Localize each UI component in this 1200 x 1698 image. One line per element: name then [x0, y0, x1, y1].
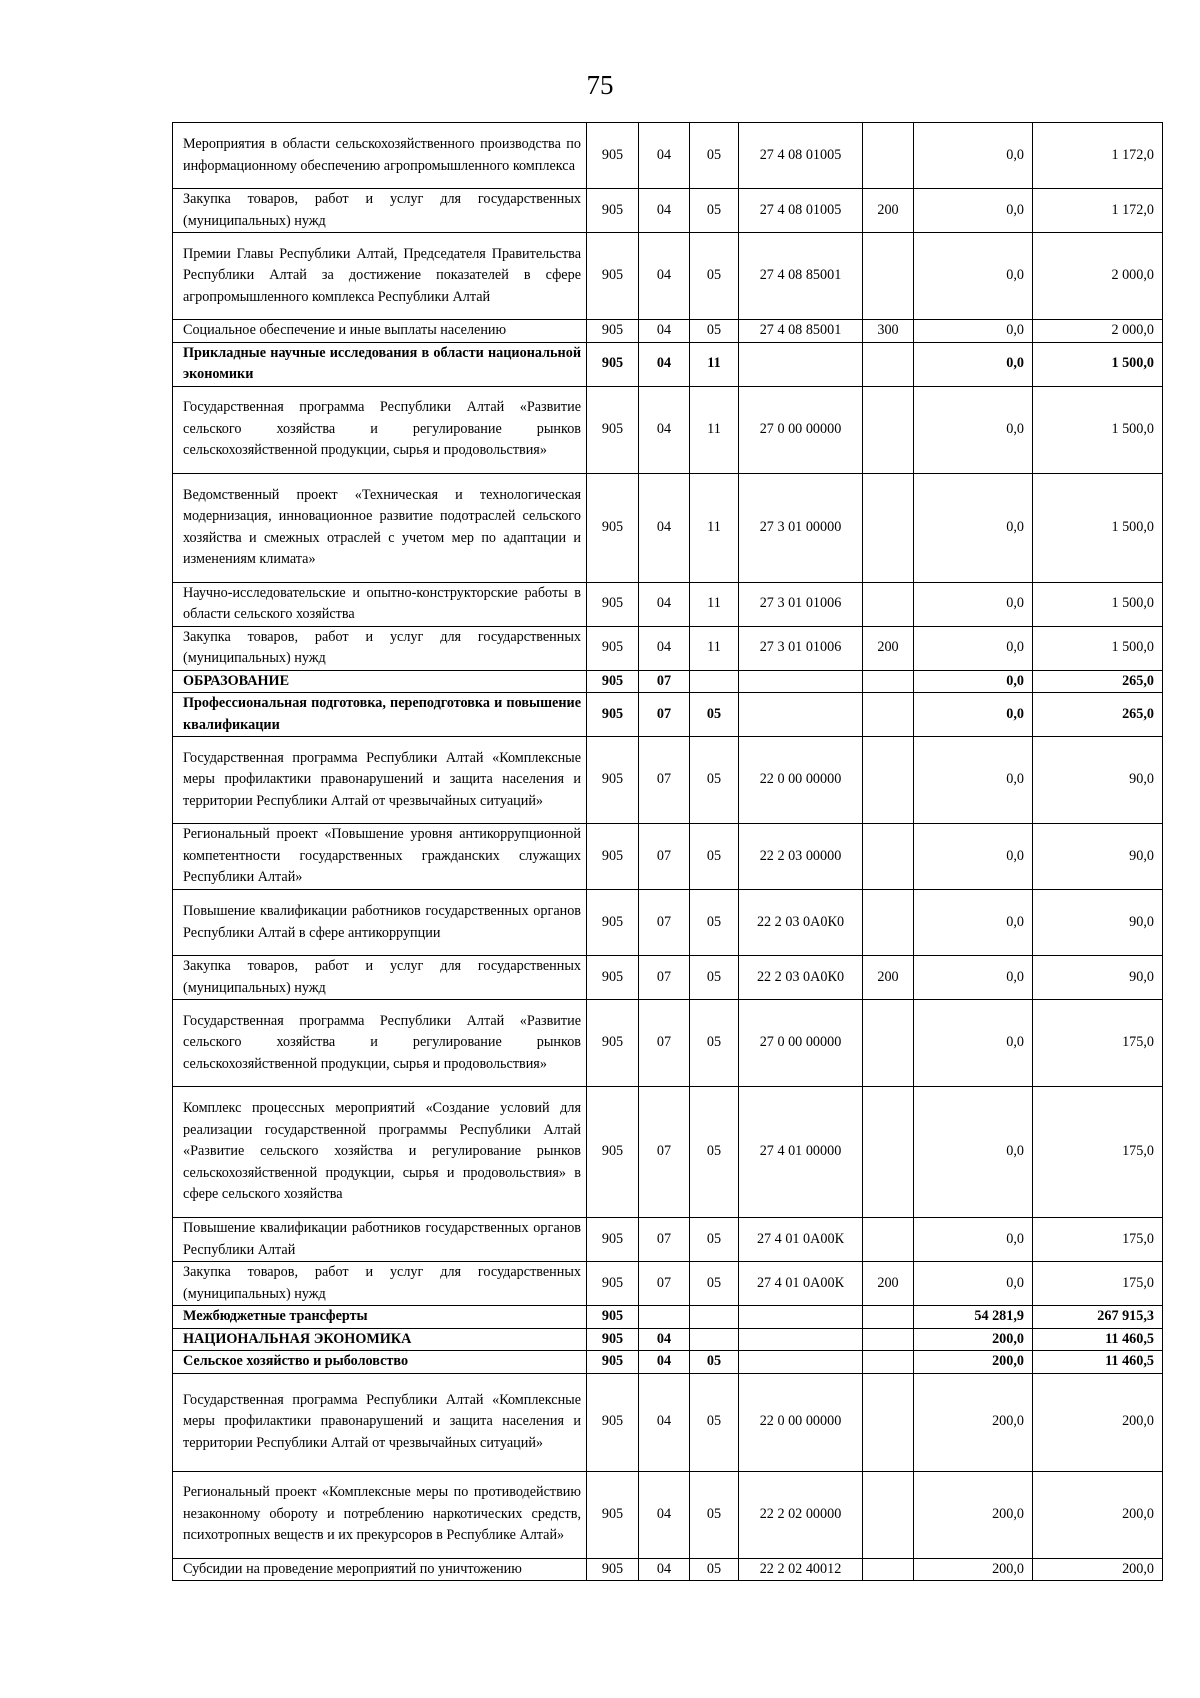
row-subsection-code: 05: [690, 1373, 739, 1471]
row-target-article: 22 2 03 00000: [739, 824, 863, 890]
row-subsection-code: 05: [690, 1218, 739, 1262]
row-expense-type: 200: [863, 626, 914, 670]
table-row: [173, 1351, 1163, 1374]
row-amount-1: 200,0: [914, 1558, 1033, 1581]
row-ministry-code: 905: [587, 670, 639, 693]
row-target-article: 22 0 00 00000: [739, 1373, 863, 1471]
row-subsection-code: 05: [690, 123, 739, 189]
row-amount-2: 11 460,5: [1033, 1328, 1163, 1351]
row-amount-2: 1 500,0: [1033, 473, 1163, 582]
table-row: [173, 342, 1163, 386]
row-subsection-code: 11: [690, 473, 739, 582]
row-section-code: 07: [639, 1000, 690, 1087]
row-amount-1: 200,0: [914, 1328, 1033, 1351]
row-amount-2: 1 500,0: [1033, 386, 1163, 473]
row-section-code: 04: [639, 473, 690, 582]
row-name: Ведомственный проект «Техническая и технологическая модернизация, инновационное развитие подотраслей сельского хозяйства и смежных отраслей с учетом мер по адаптации и изменениям климата»: [173, 473, 587, 582]
row-section-code: 07: [639, 956, 690, 1000]
row-name: Повышение квалификации работников государственных органов Республики Алтай в сфере антикоррупции: [173, 890, 587, 956]
row-name: Государственная программа Республики Алтай «Развитие сельского хозяйства и регулирование рынков сельскохозяйственной продукции, сырья и продовольствия»: [173, 386, 587, 473]
row-expense-type: [863, 582, 914, 626]
table-row: [173, 670, 1163, 693]
row-amount-2: 1 172,0: [1033, 189, 1163, 233]
row-section-code: 04: [639, 1373, 690, 1471]
row-expense-type: [863, 1558, 914, 1581]
row-name: Закупка товаров, работ и услуг для государственных (муниципальных) нужд: [173, 956, 587, 1000]
row-amount-2: 2 000,0: [1033, 320, 1163, 343]
row-target-article: [739, 1306, 863, 1329]
row-subsection-code: 11: [690, 626, 739, 670]
table-row: [173, 1558, 1163, 1581]
row-amount-2: 200,0: [1033, 1373, 1163, 1471]
row-section-code: [639, 1306, 690, 1329]
row-name: Мероприятия в области сельскохозяйственного производства по информационному обеспечению агропромышленного комплекса: [173, 123, 587, 189]
row-amount-1: 0,0: [914, 670, 1033, 693]
table-row: [173, 1471, 1163, 1558]
row-subsection-code: [690, 670, 739, 693]
row-section-code: 07: [639, 670, 690, 693]
row-amount-1: 0,0: [914, 582, 1033, 626]
row-amount-1: 0,0: [914, 320, 1033, 343]
row-amount-1: 54 281,9: [914, 1306, 1033, 1329]
row-amount-1: 0,0: [914, 1087, 1033, 1218]
row-expense-type: [863, 386, 914, 473]
row-section-code: 07: [639, 1218, 690, 1262]
table-row: [173, 1218, 1163, 1262]
row-expense-type: 300: [863, 320, 914, 343]
row-amount-2: 90,0: [1033, 824, 1163, 890]
row-name: Субсидии на проведение мероприятий по уничтожению: [173, 1558, 587, 1581]
row-subsection-code: 05: [690, 1087, 739, 1218]
row-expense-type: [863, 1306, 914, 1329]
row-amount-2: 267 915,3: [1033, 1306, 1163, 1329]
row-expense-type: [863, 1471, 914, 1558]
row-target-article: 22 2 02 40012: [739, 1558, 863, 1581]
row-expense-type: [863, 1351, 914, 1374]
row-expense-type: [863, 890, 914, 956]
row-expense-type: [863, 1000, 914, 1087]
table-row: [173, 1000, 1163, 1087]
row-amount-1: 0,0: [914, 342, 1033, 386]
row-target-article: 27 4 01 0А00К: [739, 1218, 863, 1262]
row-section-code: 04: [639, 342, 690, 386]
row-expense-type: [863, 693, 914, 737]
row-subsection-code: 05: [690, 890, 739, 956]
row-amount-2: 2 000,0: [1033, 233, 1163, 320]
row-ministry-code: 905: [587, 1351, 639, 1374]
row-expense-type: [863, 1218, 914, 1262]
table-row: [173, 824, 1163, 890]
row-ministry-code: 905: [587, 1000, 639, 1087]
page-number: 75: [586, 70, 614, 100]
row-ministry-code: 905: [587, 1373, 639, 1471]
table-row: [173, 1262, 1163, 1306]
row-target-article: 22 0 00 00000: [739, 737, 863, 824]
row-name: Профессиональная подготовка, переподготовка и повышение квалификации: [173, 693, 587, 737]
row-section-code: 04: [639, 1351, 690, 1374]
row-ministry-code: 905: [587, 123, 639, 189]
row-expense-type: [863, 233, 914, 320]
row-amount-1: 200,0: [914, 1471, 1033, 1558]
row-section-code: 04: [639, 1558, 690, 1581]
row-section-code: 04: [639, 1471, 690, 1558]
row-amount-1: 0,0: [914, 1218, 1033, 1262]
table-row: [173, 233, 1163, 320]
row-ministry-code: 905: [587, 1328, 639, 1351]
row-target-article: 27 0 00 00000: [739, 1000, 863, 1087]
row-amount-1: 0,0: [914, 233, 1033, 320]
row-subsection-code: 11: [690, 342, 739, 386]
row-name: Социальное обеспечение и иные выплаты населению: [173, 320, 587, 343]
row-name: Государственная программа Республики Алтай «Комплексные меры профилактики правонарушений и защита населения и территории Республики Алтай от чрезвычайных ситуаций»: [173, 1373, 587, 1471]
row-ministry-code: 905: [587, 1558, 639, 1581]
table-row: [173, 737, 1163, 824]
row-name: Закупка товаров, работ и услуг для государственных (муниципальных) нужд: [173, 189, 587, 233]
row-section-code: 04: [639, 320, 690, 343]
row-amount-1: 0,0: [914, 737, 1033, 824]
row-amount-1: 0,0: [914, 473, 1033, 582]
row-section-code: 04: [639, 626, 690, 670]
row-expense-type: [863, 1328, 914, 1351]
row-name: Государственная программа Республики Алтай «Комплексные меры профилактики правонарушений и защита населения и территории Республики Алтай от чрезвычайных ситуаций»: [173, 737, 587, 824]
row-target-article: 27 4 08 85001: [739, 233, 863, 320]
row-subsection-code: 05: [690, 1471, 739, 1558]
row-expense-type: [863, 824, 914, 890]
row-expense-type: [863, 1373, 914, 1471]
row-subsection-code: 05: [690, 1558, 739, 1581]
row-section-code: 07: [639, 737, 690, 824]
row-target-article: 27 4 08 85001: [739, 320, 863, 343]
row-section-code: 07: [639, 1087, 690, 1218]
row-section-code: 07: [639, 890, 690, 956]
row-target-article: 27 3 01 00000: [739, 473, 863, 582]
row-amount-1: 0,0: [914, 956, 1033, 1000]
row-amount-2: 1 500,0: [1033, 582, 1163, 626]
row-amount-2: 1 500,0: [1033, 626, 1163, 670]
row-amount-1: 0,0: [914, 626, 1033, 670]
row-section-code: 04: [639, 1328, 690, 1351]
row-amount-2: 175,0: [1033, 1218, 1163, 1262]
row-ministry-code: 905: [587, 824, 639, 890]
row-ministry-code: 905: [587, 189, 639, 233]
row-target-article: 22 2 03 0А0К0: [739, 890, 863, 956]
row-subsection-code: 05: [690, 956, 739, 1000]
row-amount-2: 175,0: [1033, 1000, 1163, 1087]
row-section-code: 04: [639, 189, 690, 233]
row-expense-type: [863, 737, 914, 824]
row-subsection-code: 05: [690, 320, 739, 343]
row-ministry-code: 905: [587, 890, 639, 956]
row-amount-2: 200,0: [1033, 1471, 1163, 1558]
row-section-code: 04: [639, 123, 690, 189]
row-ministry-code: 905: [587, 386, 639, 473]
row-section-code: 07: [639, 1262, 690, 1306]
row-subsection-code: 11: [690, 582, 739, 626]
row-target-article: 27 3 01 01006: [739, 582, 863, 626]
row-section-code: 04: [639, 582, 690, 626]
row-subsection-code: 05: [690, 189, 739, 233]
row-amount-1: 0,0: [914, 890, 1033, 956]
row-target-article: 22 2 02 00000: [739, 1471, 863, 1558]
row-expense-type: [863, 473, 914, 582]
row-ministry-code: 905: [587, 737, 639, 824]
row-expense-type: [863, 670, 914, 693]
row-expense-type: [863, 1087, 914, 1218]
row-target-article: 27 4 01 0А00К: [739, 1262, 863, 1306]
row-amount-1: 0,0: [914, 123, 1033, 189]
row-expense-type: [863, 123, 914, 189]
row-name: Научно-исследовательские и опытно-конструкторские работы в области сельского хозяйства: [173, 582, 587, 626]
table-row: [173, 320, 1163, 343]
row-target-article: [739, 342, 863, 386]
row-amount-1: 0,0: [914, 1262, 1033, 1306]
row-name: Сельское хозяйство и рыболовство: [173, 1351, 587, 1374]
row-amount-1: 200,0: [914, 1351, 1033, 1374]
row-subsection-code: 05: [690, 824, 739, 890]
row-name: Государственная программа Республики Алтай «Развитие сельского хозяйства и регулирование рынков сельскохозяйственной продукции, сырья и продовольствия»: [173, 1000, 587, 1087]
row-target-article: 22 2 03 0А0К0: [739, 956, 863, 1000]
row-amount-2: 90,0: [1033, 890, 1163, 956]
row-subsection-code: 05: [690, 737, 739, 824]
row-ministry-code: 905: [587, 342, 639, 386]
row-ministry-code: 905: [587, 582, 639, 626]
table-row: [173, 123, 1163, 189]
table-row: [173, 956, 1163, 1000]
row-name: Повышение квалификации работников государственных органов Республики Алтай: [173, 1218, 587, 1262]
row-ministry-code: 905: [587, 1087, 639, 1218]
row-name: Комплекс процессных мероприятий «Создание условий для реализации государственной программы Республики Алтай «Развитие сельского хозяйства и регулирование рынков сельскохозяйственной продукции, сырья и продовольствия» в сфере сельского хозяйства: [173, 1087, 587, 1218]
row-ministry-code: 905: [587, 1306, 639, 1329]
row-amount-1: 0,0: [914, 1000, 1033, 1087]
row-subsection-code: 11: [690, 386, 739, 473]
table-row: [173, 1373, 1163, 1471]
row-subsection-code: 05: [690, 1000, 739, 1087]
table-row: [173, 1306, 1163, 1329]
row-amount-2: 265,0: [1033, 693, 1163, 737]
row-name: Межбюджетные трансферты: [173, 1306, 587, 1329]
budget-table: [172, 122, 1163, 1581]
row-target-article: [739, 693, 863, 737]
row-target-article: [739, 1351, 863, 1374]
row-ministry-code: 905: [587, 1471, 639, 1558]
row-section-code: 07: [639, 693, 690, 737]
row-ministry-code: 905: [587, 320, 639, 343]
row-expense-type: [863, 342, 914, 386]
row-name: Закупка товаров, работ и услуг для государственных (муниципальных) нужд: [173, 1262, 587, 1306]
row-ministry-code: 905: [587, 626, 639, 670]
row-target-article: [739, 670, 863, 693]
row-subsection-code: 05: [690, 233, 739, 320]
row-section-code: 04: [639, 386, 690, 473]
row-target-article: 27 4 08 01005: [739, 189, 863, 233]
row-target-article: [739, 1328, 863, 1351]
row-ministry-code: 905: [587, 693, 639, 737]
row-amount-2: 90,0: [1033, 737, 1163, 824]
row-amount-2: 200,0: [1033, 1558, 1163, 1581]
row-ministry-code: 905: [587, 956, 639, 1000]
table-row: [173, 189, 1163, 233]
row-ministry-code: 905: [587, 473, 639, 582]
row-amount-1: 200,0: [914, 1373, 1033, 1471]
row-section-code: 07: [639, 824, 690, 890]
table-row: [173, 890, 1163, 956]
row-subsection-code: 05: [690, 1351, 739, 1374]
row-amount-2: 1 172,0: [1033, 123, 1163, 189]
row-target-article: 27 4 01 00000: [739, 1087, 863, 1218]
table-row: [173, 386, 1163, 473]
row-amount-1: 0,0: [914, 386, 1033, 473]
table-row: [173, 473, 1163, 582]
row-name: Прикладные научные исследования в области национальной экономики: [173, 342, 587, 386]
table-body: [173, 123, 1163, 1581]
row-amount-1: 0,0: [914, 824, 1033, 890]
row-amount-1: 0,0: [914, 693, 1033, 737]
table-row: [173, 1087, 1163, 1218]
row-amount-2: 265,0: [1033, 670, 1163, 693]
row-name: Закупка товаров, работ и услуг для государственных (муниципальных) нужд: [173, 626, 587, 670]
row-expense-type: 200: [863, 1262, 914, 1306]
row-ministry-code: 905: [587, 233, 639, 320]
row-name: Премии Главы Республики Алтай, Председателя Правительства Республики Алтай за достижение показателей в сфере агропромышленного комплекса Республики Алтай: [173, 233, 587, 320]
row-ministry-code: 905: [587, 1218, 639, 1262]
row-subsection-code: 05: [690, 1262, 739, 1306]
row-amount-2: 90,0: [1033, 956, 1163, 1000]
row-name: НАЦИОНАЛЬНАЯ ЭКОНОМИКА: [173, 1328, 587, 1351]
table-row: [173, 582, 1163, 626]
row-target-article: 27 0 00 00000: [739, 386, 863, 473]
row-name: Региональный проект «Повышение уровня антикоррупционной компетентности государственных гражданских служащих Республики Алтай»: [173, 824, 587, 890]
row-amount-2: 11 460,5: [1033, 1351, 1163, 1374]
table-row: [173, 693, 1163, 737]
row-ministry-code: 905: [587, 1262, 639, 1306]
row-target-article: 27 4 08 01005: [739, 123, 863, 189]
row-section-code: 04: [639, 233, 690, 320]
row-subsection-code: [690, 1328, 739, 1351]
row-subsection-code: [690, 1306, 739, 1329]
row-amount-2: 1 500,0: [1033, 342, 1163, 386]
row-amount-2: 175,0: [1033, 1262, 1163, 1306]
row-target-article: 27 3 01 01006: [739, 626, 863, 670]
row-name: Региональный проект «Комплексные меры по противодействию незаконному обороту и потреблению наркотических средств, психотропных веществ и их прекурсоров в Республике Алтай»: [173, 1471, 587, 1558]
row-amount-1: 0,0: [914, 189, 1033, 233]
row-subsection-code: 05: [690, 693, 739, 737]
row-expense-type: 200: [863, 956, 914, 1000]
row-expense-type: 200: [863, 189, 914, 233]
table-row: [173, 626, 1163, 670]
table-row: [173, 1328, 1163, 1351]
row-amount-2: 175,0: [1033, 1087, 1163, 1218]
row-name: ОБРАЗОВАНИЕ: [173, 670, 587, 693]
